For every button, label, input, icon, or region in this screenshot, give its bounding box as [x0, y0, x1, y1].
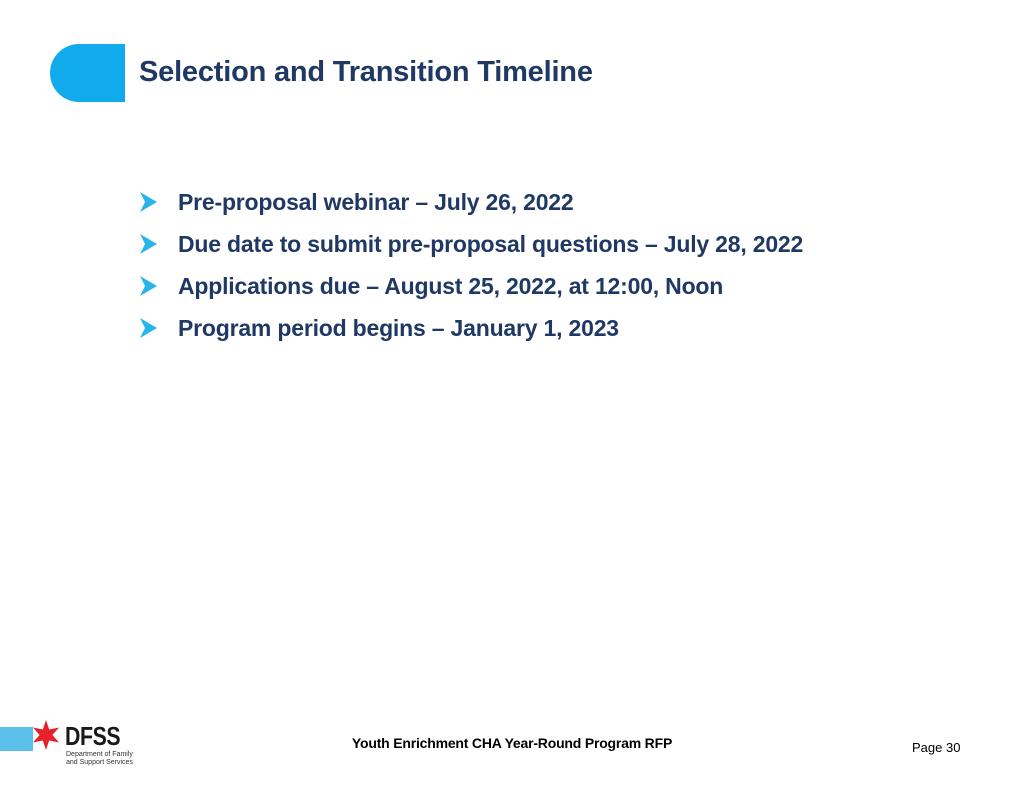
arrow-bullet-icon — [138, 232, 178, 256]
timeline-item-text: Applications due – August 25, 2022, at 12:00, Noon — [178, 272, 724, 299]
page-number: Page 30 — [912, 740, 961, 755]
timeline-item — [138, 265, 803, 307]
timeline-item-text: Due date to submit pre-proposal questions – July 28, 2022 — [178, 230, 804, 257]
arrow-bullet-icon — [138, 274, 178, 298]
timeline-item-text: Program period begins – January 1, 2023 — [178, 314, 619, 341]
footer-title: Youth Enrichment CHA Year-Round Program RFP — [351, 735, 673, 751]
logo-wordmark: DFSS — [65, 721, 121, 751]
slide-title: Selection and Transition Timeline — [139, 56, 593, 88]
logo-subtitle — [66, 751, 133, 767]
timeline-item — [138, 181, 803, 223]
logo-subtitle-line: Department of Family — [66, 751, 133, 758]
timeline-item-text: Pre-proposal webinar – July 26, 2022 — [178, 188, 574, 215]
arrow-bullet-icon — [138, 190, 178, 214]
timeline-item — [138, 223, 803, 265]
logo-subtitle-line: and Support Services — [66, 759, 133, 766]
title-accent-tab — [50, 44, 125, 102]
timeline-item — [138, 307, 803, 349]
timeline-list — [138, 181, 803, 349]
arrow-bullet-icon — [138, 316, 178, 340]
